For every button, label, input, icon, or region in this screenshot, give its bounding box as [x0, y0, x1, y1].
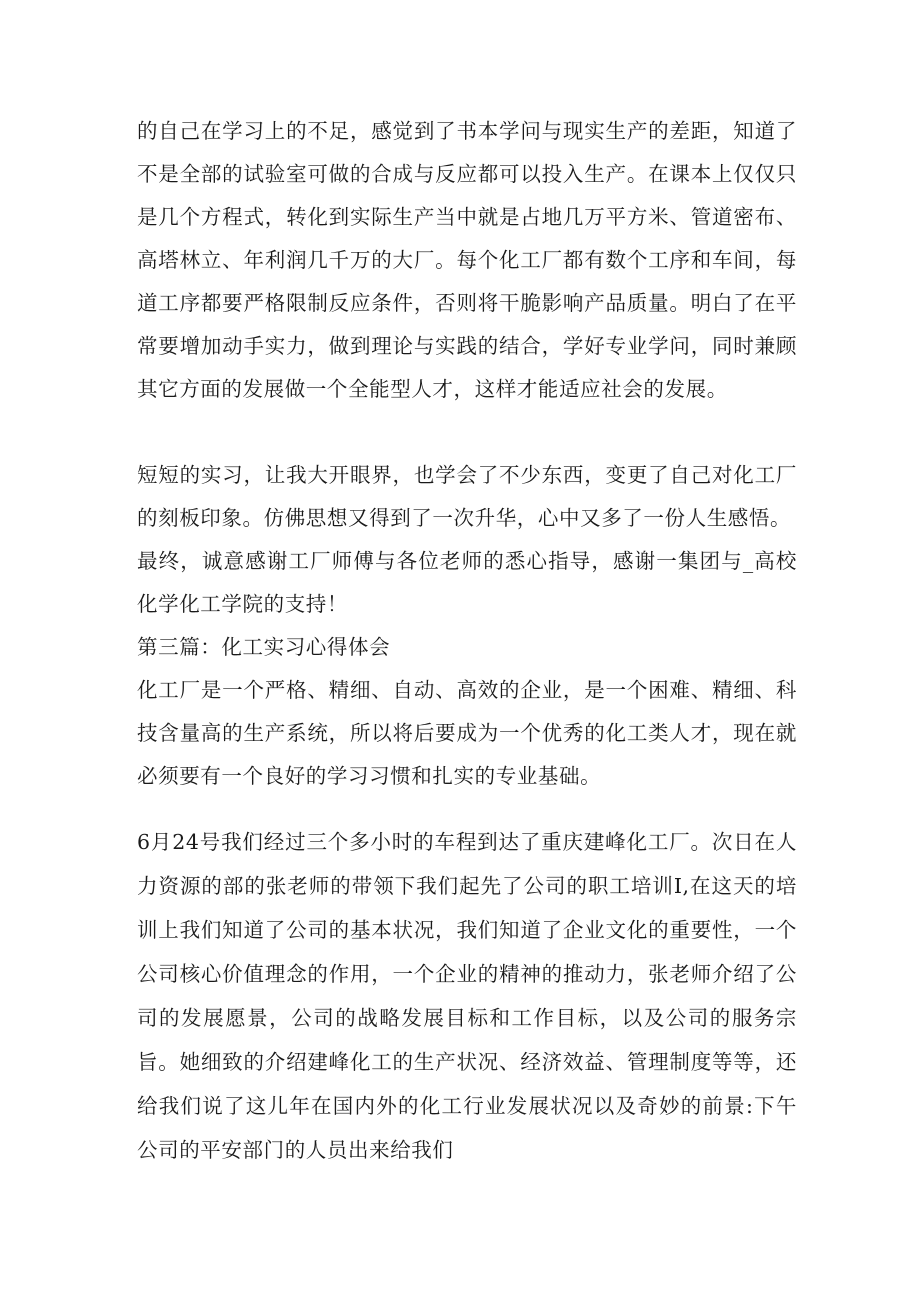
paragraph-acknowledgement: 最终，诚意感谢工厂师傅与各位老师的悉心指导，感谢一集团与_高校化学化工学院的支持！ — [137, 549, 797, 616]
section-heading: 第三篇：化工实习心得体会 — [137, 635, 391, 659]
paragraph-short-internship: 短短的实习，让我大开眼界，也学会了不少东西，变更了自己对化工厂的刻板印象。仿佛思想又得到了一次升华，心中又多了一份人生感悟。 — [137, 463, 797, 530]
paragraph-internship-reflection: 的自己在学习上的不足，感觉到了书本学问与现实生产的差距，知道了不是全部的试验室可做的合成与反应都可以投入生产。在课本上仅仅只是几个方程式，转化到实际生产当中就是占地几万平方米、管道密布、高塔林立、年利润几千万的大厂。每个化工厂都有数个工序和车间，每道工序都要严格限制反应条件，否则将干脆影响产品质量。明白了在平常要增加动手实力，做到理论与实践的结合，学好专业学问，同时兼顾其它方面的发展做一个全能型人才，这样才能适应社会的发展。 — [137, 119, 797, 401]
paragraph-chemical-plant-intro: 化工厂是一个严格、精细、自动、高效的企业，是一个困难、精细、科技含量高的生产系统，所以将后要成为一个优秀的化工类人才，现在就必须要有一个良好的学习习惯和扎实的专业基础。 — [137, 678, 797, 788]
paragraph-training-day: 6月24号我们经过三个多小时的车程到达了重庆建峰化工厂。次日在人力资源的部的张老师的带领下我们起先了公司的职工培训I,在这天的培训上我们知道了公司的基本状况，我们知道了企业文化的重要性，一个公司核心价值理念的作用，一个企业的精神的推动力，张老师介绍了公司的发展愿景，公司的战略发展目标和工作目标，以及公司的服务宗旨。她细致的介绍建峰化工的生产状况、经济效益、管理制度等等，还给我们说了这儿年在国内外的化工行业发展状况以及奇妙的前景:下午公司的平安部门的人员出来给我们 — [137, 830, 797, 1162]
